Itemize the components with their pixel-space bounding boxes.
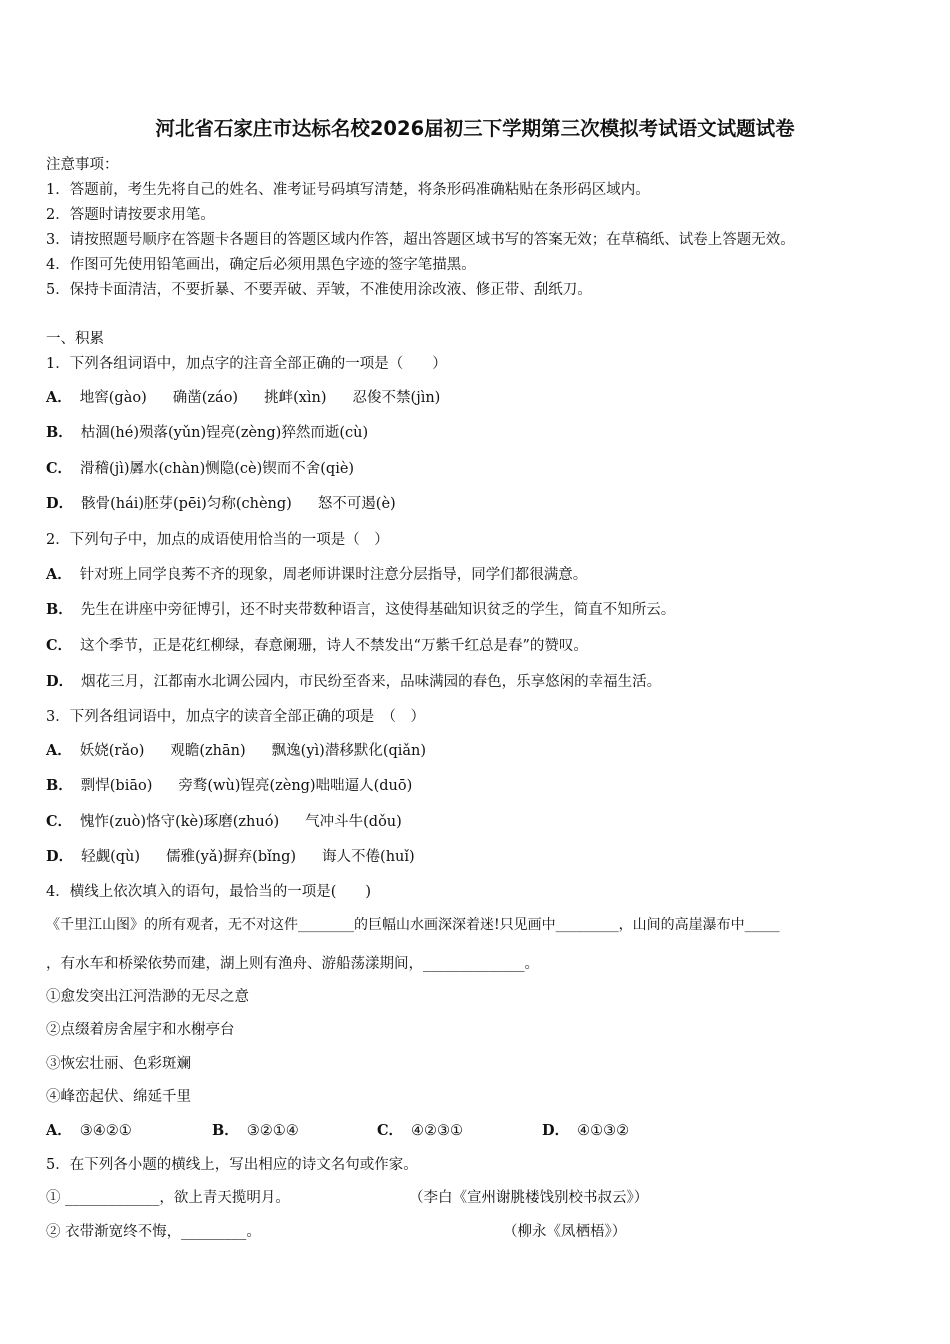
q4-item-1: ①愈发突出江河浩渺的无尽之意 <box>46 989 249 1005</box>
q4-item-4: ④峰峦起伏、绵延千里 <box>46 1089 191 1105</box>
q1-option-b: B． 枯涸(hé)殒落(yǔn)锃亮(zèng)猝然而逝(cù) <box>46 424 369 441</box>
q4-item-3: ③恢宏壮丽、色彩斑斓 <box>46 1056 191 1072</box>
q1-stem: 1．下列各组词语中，加点字的注音全部正确的一项是（ ） <box>46 356 447 372</box>
notice-item-5: 5．保持卡面清洁，不要折暴、不要弄破、弄皱，不准使用涂改液、修正带、刮纸刀。 <box>46 282 592 298</box>
notice-item-1: 1．答题前，考生先将自己的姓名、准考证号码填写清楚，将条形码准确粘贴在条形码区域内。 <box>46 182 650 198</box>
q4-choice-a: A． ③④②① <box>46 1122 132 1139</box>
q1-option-a: A． 地窖(gào) 确凿(záo) 挑衅(xìn) 忍俊不禁(jìn) <box>46 389 441 406</box>
notice-item-4: 4．作图可先使用铅笔画出，确定后必须用黑色字迹的签字笔描黑。 <box>46 257 476 273</box>
q3-stem: 3．下列各组词语中，加点字的读音全部正确的项是 （ ） <box>46 709 425 725</box>
q3-option-c: C． 愧怍(zuò)恪守(kè)琢磨(zhuó) 气冲斗牛(dǒu) <box>46 813 402 830</box>
q2-stem: 2．下列句子中，加点的成语使用恰当的一项是（ ） <box>46 532 389 548</box>
section-heading: 一、积累 <box>46 331 104 347</box>
q5-line-2-source: （柳永《凤栖梧》） <box>503 1224 627 1240</box>
notice-item-3: 3．请按照题号顺序在答题卡各题目的答题区域内作答，超出答题区域书写的答案无效；在草稿纸、试卷上答题无效。 <box>46 232 795 248</box>
q5-stem: 5．在下列各小题的横线上，写出相应的诗文名句或作家。 <box>46 1157 418 1173</box>
q5-line-1-source: （李白《宣州谢朓楼饯别校书叔云》） <box>409 1190 649 1206</box>
notice-heading: 注意事项： <box>46 157 119 173</box>
q3-option-d: D． 轻觑(qù) 儒雅(yǎ)摒弃(bǐng) 诲人不倦(huǐ) <box>46 848 415 865</box>
q4-passage-line2: ，有水车和桥梁依势而建，湖上则有渔舟、游船荡漾期间，______________。 <box>46 956 539 972</box>
page-title: 河北省石家庄市达标名校2026届初三下学期第三次模拟考试语文试题试卷 <box>155 117 795 140</box>
q5-line-2: ② 衣带渐宽终不悔，_________。 <box>46 1224 261 1240</box>
q1-option-c: C． 滑稽(jì)羼水(chàn)恻隐(cè)锲而不舍(qiè) <box>46 460 355 477</box>
q4-item-2: ②点缀着房舍屋宇和水榭亭台 <box>46 1022 235 1038</box>
q3-option-a: A． 妖娆(rǎo) 观瞻(zhān) 飘逸(yì)潜移默化(qiǎn) <box>46 742 427 759</box>
q2-option-b: B． 先生在讲座中旁征博引，还不时夹带数种语言，这使得基础知识贫乏的学生，简直不知所云。 <box>46 601 676 618</box>
q4-stem: 4．横线上依次填入的语句，最恰当的一项是( ) <box>46 884 372 900</box>
q4-choice-c: C． ④②③① <box>377 1122 464 1139</box>
q2-option-d: D． 烟花三月，江都南水北调公园内，市民纷至沓来，品味满园的春色，乐享悠闲的幸福生活。 <box>46 673 662 690</box>
q5-line-1: ① _____________，欲上青天揽明月。 <box>46 1190 290 1206</box>
q1-option-d: D． 骸骨(hái)胚芽(pēi)匀称(chèng) 怒不可遏(è) <box>46 495 396 512</box>
q2-option-a: A． 针对班上同学良莠不齐的现象，周老师讲课时注意分层指导，同学们都很满意。 <box>46 566 588 583</box>
q3-option-b: B． 剽悍(biāo) 旁骛(wù)锃亮(zèng)咄咄逼人(duō) <box>46 777 413 794</box>
q2-option-c: C． 这个季节，正是花红柳绿，春意阑珊，诗人不禁发出“万紫千红总是春”的赞叹。 <box>46 637 588 654</box>
notice-item-2: 2．答题时请按要求用笔。 <box>46 207 215 223</box>
q4-choice-d: D． ④①③② <box>542 1122 630 1139</box>
q4-passage-line1: 《千里江山图》的所有观者，无不对这件________的巨幅山水画深深着迷!只见画中_________，山间的高崖瀑布中_____ <box>46 917 780 933</box>
q4-choice-b: B． ③②①④ <box>212 1122 299 1139</box>
